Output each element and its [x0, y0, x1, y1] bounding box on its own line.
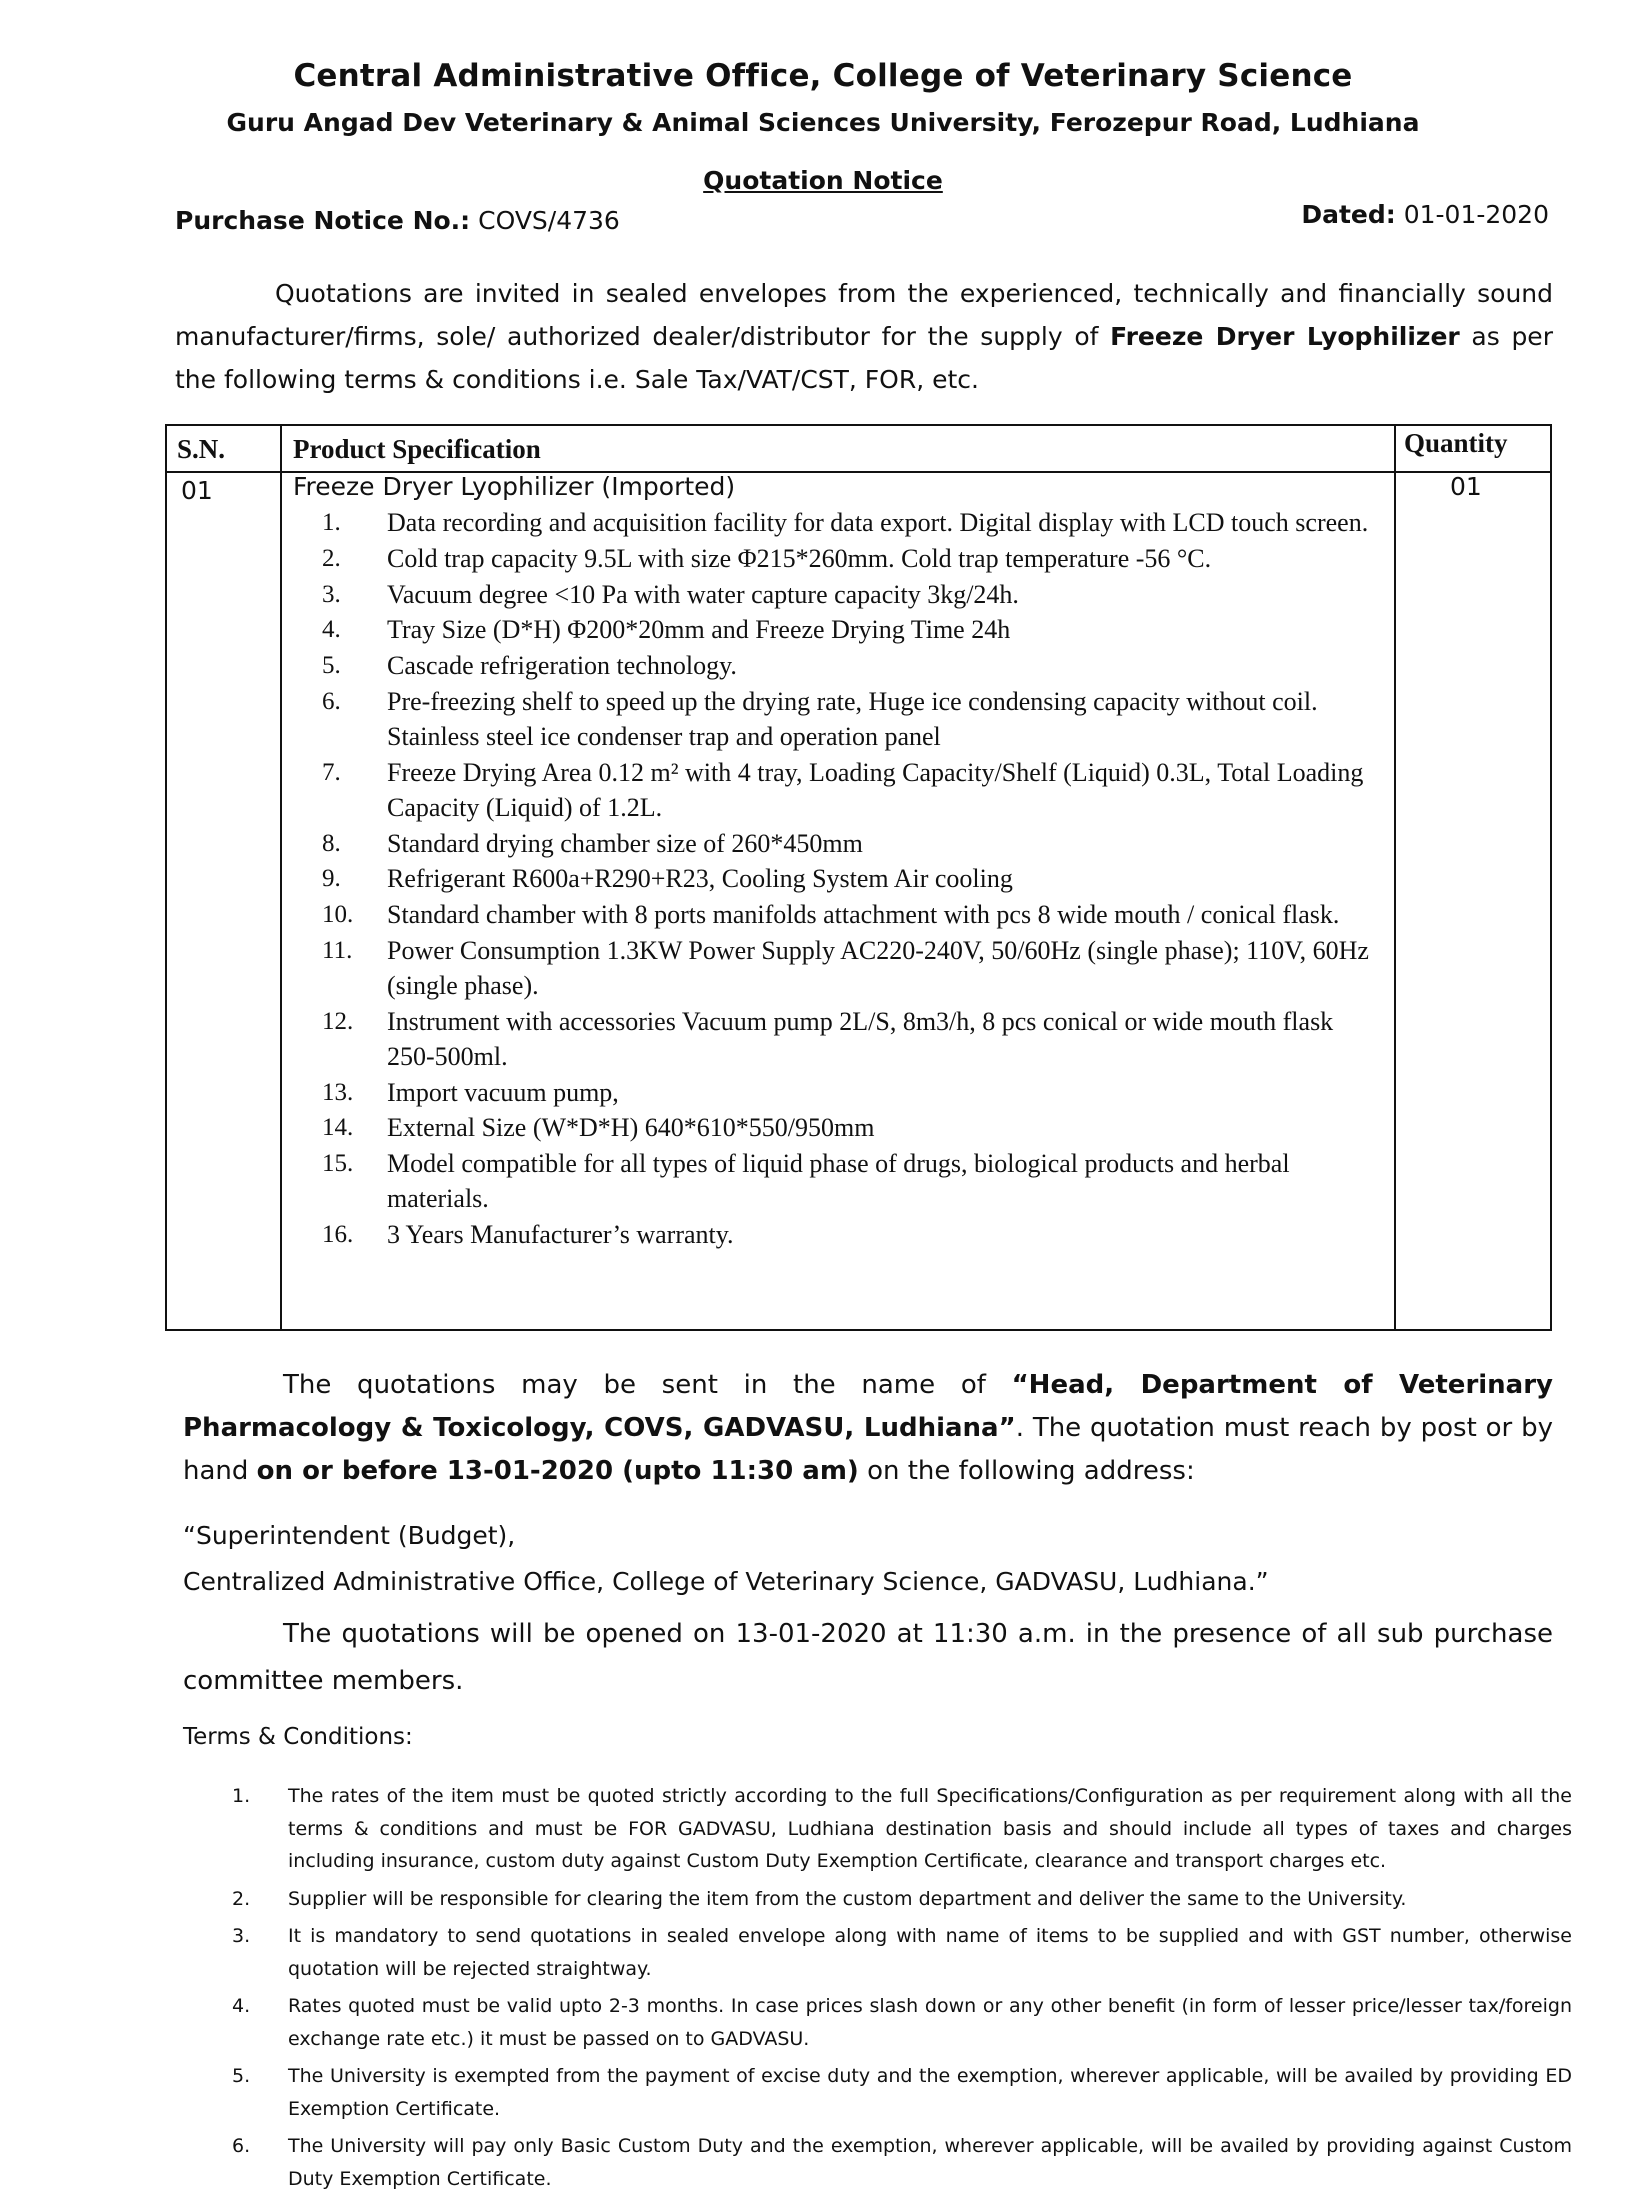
spec-number: 13. [322, 1078, 354, 1106]
spec-text: Refrigerant R600a+R290+R23, Cooling System Air cooling [387, 864, 1013, 894]
term-item [232, 2060, 1572, 2125]
spec-item [322, 648, 1372, 683]
spec-item [322, 1110, 1372, 1145]
spec-item [322, 1075, 1372, 1110]
notice-number-label: Purchase Notice No.: [175, 206, 471, 235]
term-text: The rates of the item must be quoted strictly according to the full Specifications/Configuration as per requirement along with all the terms & conditions and must be FOR GADVASU, Ludhiana destination basis and should include all types of taxes and charges including insurance, custom duty against Custom Duty Exemption Certificate, clearance and transport charges etc. [288, 1785, 1572, 1872]
spec-text: Model compatible for all types of liquid phase of drugs, biological products and herbal materials. [387, 1149, 1290, 1214]
term-number: 1. [232, 1785, 251, 1807]
address-line-1: “Superintendent (Budget), [183, 1521, 516, 1550]
submission-text-3: on the following address: [858, 1456, 1195, 1486]
intro-text-2: as per the following terms & conditions i.e. Sale Tax/VAT/CST, FOR, etc. [175, 322, 1553, 394]
date-value: 01-01-2020 [1403, 200, 1549, 229]
spec-number: 10. [322, 901, 354, 929]
date-label: Dated: [1301, 200, 1396, 229]
spec-text: Tray Size (D*H) Φ200*20mm and Freeze Drying Time 24h [387, 615, 1011, 645]
spec-text: Import vacuum pump, [387, 1077, 619, 1107]
header-quantity: Quantity [1404, 428, 1508, 458]
specification-table [165, 424, 1552, 1331]
intro-item-name: Freeze Dryer Lyophilizer [1110, 322, 1460, 351]
serial-number-cell: 01 [181, 476, 213, 505]
spec-number: 16. [322, 1220, 354, 1248]
opening-paragraph: The quotations will be opened on 13-01-2020 at 11:30 a.m. in the presence of all sub purchase committee members. [183, 1619, 1553, 1696]
terms-list [232, 1780, 1572, 2200]
spec-number: 15. [322, 1150, 354, 1178]
quantity-cell: 01 [1450, 472, 1482, 501]
spec-number: 6. [322, 687, 341, 715]
spec-number: 3. [322, 580, 341, 608]
term-text: The University is exempted from the payment of excise duty and the exemption, wherever applicable, will be availed by providing ED Exemption Certificate. [288, 2065, 1572, 2120]
notice-heading-text: Quotation Notice [703, 166, 943, 195]
spec-text: 3 Years Manufacturer’s warranty. [387, 1219, 734, 1249]
spec-item [322, 684, 1372, 754]
term-text: The University will pay only Basic Custom Duty and the exemption, wherever applicable, will be availed by providing against Custom Duty Exemption Certificate. [288, 2135, 1572, 2190]
spec-number: 7. [322, 758, 341, 786]
notice-heading [0, 166, 1646, 195]
intro-text-1: Quotations are invited in sealed envelopes from the experienced, technically and financially sound manufacturer/firms, sole/ authorized dealer/distributor for the supply of [175, 279, 1553, 351]
spec-text: External Size (W*D*H) 640*610*550/950mm [387, 1113, 875, 1143]
term-item [232, 1780, 1572, 1878]
spec-text: Vacuum degree <10 Pa with water capture capacity 3kg/24h. [387, 579, 1019, 609]
term-number: 5. [232, 2065, 251, 2087]
term-number: 2. [232, 1887, 251, 1910]
spec-item [322, 826, 1372, 861]
spec-text: Pre-freezing shelf to speed up the drying rate, Huge ice condensing capacity without coil. Stainless steel ice condenser trap and operation panel [387, 686, 1318, 751]
spec-text: Data recording and acquisition facility for data export. Digital display with LCD touch screen. [387, 508, 1369, 537]
notice-number-value: COVS/4736 [478, 206, 620, 235]
specification-list [322, 505, 1372, 1253]
spec-number: 4. [322, 616, 341, 644]
spec-number: 1. [322, 509, 341, 536]
spec-number: 5. [322, 652, 341, 680]
spec-text: Standard chamber with 8 ports manifolds attachment with pcs 8 wide mouth / conical flask. [387, 900, 1340, 930]
term-number: 3. [232, 1925, 251, 1947]
term-number: 4. [232, 1995, 251, 2017]
office-title: Central Administrative Office, College of Veterinary Science [293, 58, 1353, 94]
header-product-specification: Product Specification [293, 434, 541, 464]
notice-date [1301, 200, 1549, 229]
term-item [232, 1920, 1572, 1985]
spec-text: Power Consumption 1.3KW Power Supply AC220-240V, 50/60Hz (single phase); 110V, 60Hz (single phase). [387, 935, 1369, 1000]
term-text: It is mandatory to send quotations in sealed envelope along with name of items to be supplied and with GST number, otherwise quotation will be rejected straightway. [288, 1925, 1572, 1980]
submission-paragraph [183, 1364, 1553, 1493]
spec-number: 14. [322, 1114, 354, 1142]
term-item [232, 1990, 1572, 2055]
submission-deadline: on or before 13-01-2020 (upto 11:30 am) [256, 1456, 859, 1486]
submission-recipient: “Head, Department of Veterinary Pharmacology & Toxicology, COVS, GADVASU, Ludhiana” [183, 1370, 1553, 1443]
submission-text-1: The quotations may be sent in the name of [283, 1370, 1012, 1400]
intro-paragraph [175, 272, 1553, 401]
spec-item [322, 505, 1372, 540]
table-column-divider [280, 426, 282, 1329]
spec-item [322, 861, 1372, 896]
spec-item [322, 755, 1372, 825]
submission-text-2: . The quotation must reach by post or by hand [183, 1413, 1553, 1486]
spec-item [322, 1004, 1372, 1074]
table-column-divider [1394, 426, 1396, 1329]
product-name: Freeze Dryer Lyophilizer (Imported) [293, 472, 736, 501]
spec-text: Cold trap capacity 9.5L with size Φ215*260mm. Cold trap temperature -56 °C. [387, 543, 1212, 573]
header-serial-number: S.N. [177, 434, 226, 464]
spec-text: Freeze Drying Area 0.12 m² with 4 tray, Loading Capacity/Shelf (Liquid) 0.3L, Total Loading Capacity (Liquid) of 1.2L. [387, 757, 1364, 822]
spec-text: Standard drying chamber size of 260*450mm [387, 828, 863, 858]
spec-item [322, 1146, 1372, 1216]
spec-number: 2. [322, 544, 341, 572]
spec-item [322, 1217, 1372, 1252]
purchase-notice-number [175, 206, 620, 235]
terms-heading: Terms & Conditions: [183, 1724, 413, 1750]
spec-number: 9. [322, 865, 341, 893]
term-text: Supplier will be responsible for clearing the item from the custom department and deliver the same to the University. [288, 1887, 1407, 1910]
spec-number: 8. [322, 829, 341, 857]
spec-item [322, 612, 1372, 647]
spec-item [322, 933, 1372, 1003]
spec-item [322, 897, 1372, 932]
spec-text: Cascade refrigeration technology. [387, 651, 737, 681]
spec-text: Instrument with accessories Vacuum pump 2L/S, 8m3/h, 8 pcs conical or wide mouth flask 250-500ml. [387, 1006, 1334, 1071]
spec-item [322, 577, 1372, 612]
submission-address [183, 1513, 1269, 1605]
term-item [232, 1883, 1572, 1916]
university-subtitle: Guru Angad Dev Veterinary & Animal Sciences University, Ferozepur Road, Ludhiana [226, 108, 1420, 137]
term-number: 6. [232, 2135, 251, 2157]
spec-number: 12. [322, 1007, 354, 1035]
spec-item [322, 541, 1372, 576]
term-item [232, 2130, 1572, 2195]
spec-number: 11. [322, 936, 353, 964]
term-text: Rates quoted must be valid upto 2-3 months. In case prices slash down or any other benefit (in form of lesser price/lesser tax/foreign exchange rate etc.) it must be passed on to GADVASU. [288, 1995, 1572, 2050]
address-line-2: Centralized Administrative Office, College of Veterinary Science, GADVASU, Ludhiana.” [183, 1567, 1269, 1596]
